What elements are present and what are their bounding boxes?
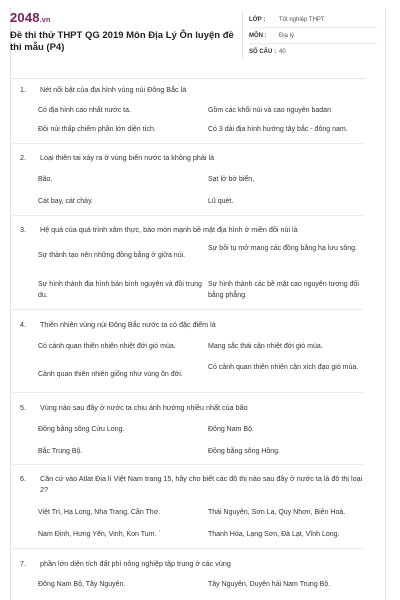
question-text: Vùng nào sau đây ở nước ta chịu ảnh hưởng nhiều nhất của bão	[40, 403, 248, 412]
option-d[interactable]: Đồng bằng sông Hồng.	[208, 448, 280, 455]
option-c[interactable]: Đồi núi thấp chiếm phần lớn diện tích.	[38, 126, 156, 133]
option-a[interactable]: Việt Trì, Hạ Long, Nha Trang, Cần Thơ.	[38, 509, 161, 516]
question-text: Hệ quả của quá trình xâm thực, bào mòn mạnh bề mặt địa hình ở miền đồi núi là	[40, 225, 298, 234]
logo-suffix: .vn	[39, 17, 51, 24]
option-d[interactable]: Có cảnh quan thiên nhiên cận xích đạo gió mùa.	[208, 364, 359, 371]
info-key: MÔN :	[249, 32, 267, 39]
question-number: 2.	[20, 153, 26, 162]
option-d[interactable]: Sự hình thành các bề mặt cao nguyên tương đối bằng phẳng.	[208, 281, 359, 299]
question-text: Căn cứ vào Atlat Địa lí Việt Nam trang 15, hãy cho biết các đô thị nào sau đây ở nước ta là đô thị loại 2?	[40, 474, 363, 494]
option-b[interactable]: Mang sắc thái cận nhiệt đới gió mùa.	[208, 343, 323, 350]
info-row-count	[249, 44, 377, 59]
option-a[interactable]: Có cảnh quan thiên nhiên nhiệt đới gió mùa.	[38, 343, 176, 350]
info-value: Tốt nghiệp THPT	[279, 16, 325, 23]
option-a[interactable]: Có địa hình cao nhất nước ta.	[38, 107, 131, 114]
option-d[interactable]: Có 3 dải địa hình hướng tây bắc - đông nam.	[208, 126, 348, 133]
option-a[interactable]: Bão.	[38, 176, 53, 183]
question-divider	[12, 464, 364, 465]
question-5	[20, 402, 366, 413]
option-b[interactable]: Đông Nam Bộ.	[208, 426, 254, 433]
question-number: 1.	[20, 85, 26, 94]
question-6	[20, 473, 366, 495]
option-a[interactable]: Sự thành tạo nên những đồng bằng ở giữa núi.	[38, 252, 186, 259]
question-divider	[12, 309, 364, 310]
logo-text: 2048	[10, 10, 40, 25]
question-text: phần lớn diện tích đất phì nông nghiệp tập trung ở các vùng	[40, 559, 231, 568]
option-c[interactable]: Sự hình thành địa hình bán bình nguyên và đồi trung du.	[38, 281, 202, 299]
exam-info-panel	[242, 12, 377, 59]
question-divider	[12, 143, 364, 144]
question-3	[20, 224, 366, 235]
option-c[interactable]: Cát bay, cát chảy.	[38, 198, 93, 205]
info-key: LỚP :	[249, 16, 266, 23]
option-a[interactable]: Đồng bằng sông Cửu Long.	[38, 426, 125, 433]
question-number: 3.	[20, 225, 26, 234]
question-2	[20, 152, 366, 163]
site-logo[interactable]	[10, 10, 50, 25]
option-b[interactable]: Thái Nguyên, Sơn La, Quy Nhơn, Biên Hoà.	[208, 509, 346, 516]
option-b[interactable]: Tây Nguyên, Duyên hải Nam Trung Bộ.	[208, 581, 331, 588]
question-number: 4.	[20, 320, 26, 329]
info-value: 40	[279, 48, 286, 55]
option-a[interactable]: Đông Nam Bộ, Tây Nguyên.	[38, 581, 126, 588]
option-c[interactable]: Cảnh quan thiên nhiên giống như vùng ôn đới.	[38, 371, 183, 378]
option-d[interactable]: Thanh Hóa, Lạng Sơn, Đà Lạt, Vĩnh Long.	[208, 531, 340, 538]
question-number: 7.	[20, 559, 26, 568]
question-4	[20, 319, 366, 330]
header-divider	[10, 78, 366, 79]
question-text: Loại thiên tai xảy ra ở vùng biển nước ta không phải là	[40, 153, 215, 162]
info-row-subject	[249, 28, 377, 44]
question-text: Nét nổi bật của địa hình vùng núi Đông Bắc là	[40, 85, 187, 94]
info-value: Địa lý	[279, 32, 295, 39]
question-number: 5.	[20, 403, 26, 412]
option-c[interactable]: Bắc Trung Bộ.	[38, 448, 83, 455]
question-divider	[12, 548, 364, 549]
option-c[interactable]: Nam Định, Hưng Yên, Vinh, Kon Tum. `	[38, 531, 161, 538]
question-text: Thiên nhiên vùng núi Đông Bắc nước ta có đặc điểm là	[40, 320, 216, 329]
option-b[interactable]: Sạt lở bờ biển,	[208, 176, 255, 183]
option-d[interactable]: Lũ quét.	[208, 198, 234, 205]
question-divider	[12, 215, 364, 216]
question-7	[20, 558, 366, 569]
info-row-class	[249, 12, 377, 28]
option-b[interactable]: Sự bồi tụ mở mang các đồng bằng hạ lưu sông.	[208, 245, 357, 252]
option-b[interactable]: Gồm các khối núi và cao nguyên badan	[208, 107, 331, 114]
question-number: 6.	[20, 474, 26, 483]
info-key: SỐ CÂU :	[249, 48, 276, 55]
question-1	[20, 84, 366, 95]
question-divider	[12, 392, 364, 393]
exam-title: Đề thi thử THPT QG 2019 Môn Địa Lý Ôn luyện đề thi mẫu (P4)	[10, 30, 234, 53]
exam-header	[10, 10, 370, 72]
